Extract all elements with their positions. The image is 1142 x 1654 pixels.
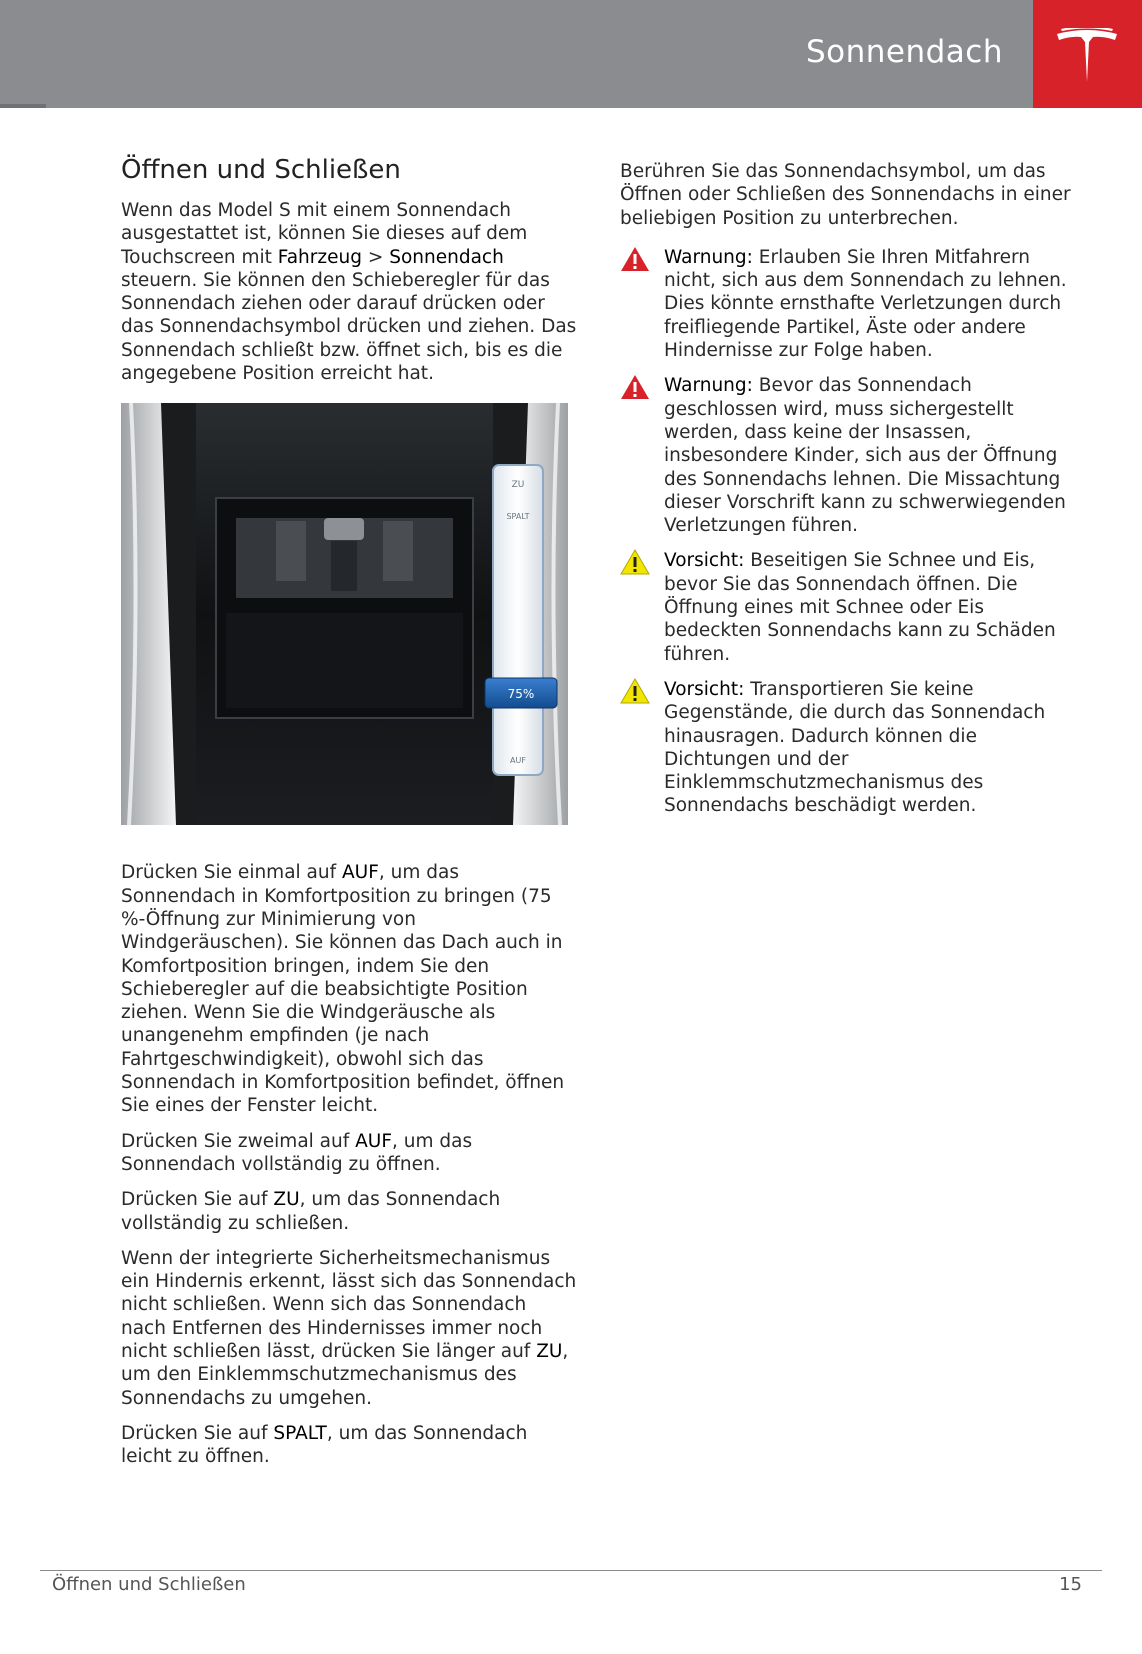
- caution-notice: [620, 549, 1080, 665]
- warning-notice: [620, 374, 1080, 537]
- text: , um das Sonnendach vollständig zu schließen.: [121, 1189, 501, 1234]
- page-title: Sonnendach: [805, 34, 1003, 70]
- caution-triangle-icon: [620, 549, 650, 575]
- notice-text: Bevor das Sonnendach geschlossen wird, muss sichergestellt werden, dass keine der Insassen, insbesondere Kinder, sich aus der Öffnung des Sonnendachs lehnen. Die Missachtung dieser Vorschrift kann zu schwerwiegenden Verletzungen führen.: [664, 375, 1066, 537]
- paragraph-spalt: [121, 1422, 577, 1469]
- left-column: [121, 155, 577, 1481]
- caution-triangle-icon: [620, 678, 650, 704]
- keyword-auf: AUF: [342, 862, 379, 884]
- sunroof-touchscreen-figure: [121, 403, 568, 825]
- page-header: [0, 0, 1033, 108]
- footer-section-title: Öffnen und Schließen: [52, 1574, 246, 1595]
- notice-label: Vorsicht:: [664, 550, 745, 572]
- paragraph-auf-once: [121, 861, 577, 1117]
- paragraph-safety: [121, 1247, 577, 1410]
- text: Drücken Sie einmal auf: [121, 862, 343, 884]
- notice-text: Beseitigen Sie Schnee und Eis, bevor Sie das Sonnendach öffnen. Die Öffnung eines mit Schnee oder Eis bedeckten Sonnendachs kann zu Schäden führen.: [664, 550, 1056, 665]
- section-heading: Öffnen und Schließen: [121, 155, 401, 185]
- notice-text: Transportieren Sie keine Gegenstände, die durch das Sonnendach hinausragen. Dadurch können die Dichtungen und der Einklemmschutzmechanismus des Sonnendachs beschädigt werden.: [664, 678, 1046, 817]
- text: Wenn das Model S mit einem Sonnendach ausgestattet ist, können Sie dieses auf dem Touchscreen mit: [121, 200, 528, 268]
- keyword-sonnendach: Sonnendach: [389, 246, 504, 268]
- tesla-logo-icon: [1055, 28, 1119, 84]
- keyword-spalt: SPALT: [273, 1422, 327, 1444]
- intro-paragraph: [121, 199, 577, 385]
- notice-label: Warnung:: [664, 375, 753, 397]
- caution-notice: [620, 678, 1080, 818]
- warning-notice: [620, 246, 1080, 362]
- keyword-zu: ZU: [536, 1341, 563, 1363]
- text: Drücken Sie auf: [121, 1422, 274, 1444]
- text: steuern. Sie können den Schieberegler für das Sonnendach ziehen oder darauf drücken oder das Sonnendachsymbol drücken und ziehen. Das Sonnendach schließt bzw. öffnet sich, bis es die angegebene Position erreicht hat.: [121, 269, 577, 385]
- keyword-fahrzeug: Fahrzeug: [277, 246, 362, 268]
- text: Wenn der integrierte Sicherheitsmechanismus ein Hindernis erkennt, lässt sich das Sonnendach nicht schließen. Wenn sich das Sonnendach nach Entfernen des Hindernisses immer noch nicht schließen lässt, drücken Sie länger auf: [121, 1247, 577, 1363]
- slider-label-zu: ZU: [511, 480, 525, 491]
- text: , um das Sonnendach vollständig zu öffnen.: [121, 1130, 473, 1175]
- slider-label-spalt: SPALT: [506, 512, 530, 522]
- text: , um das Sonnendach leicht zu öffnen.: [121, 1422, 528, 1468]
- header-accent: [0, 104, 46, 108]
- car-top-view-image: [121, 403, 568, 825]
- keyword-auf: AUF: [355, 1130, 392, 1152]
- slider-value: 75%: [507, 687, 535, 702]
- footer-divider: [40, 1570, 1102, 1571]
- page-number: 15: [1059, 1574, 1082, 1595]
- notice-label: Vorsicht:: [664, 678, 745, 700]
- keyword-zu: ZU: [273, 1189, 300, 1211]
- slider-label-auf: AUF: [510, 756, 526, 766]
- paragraph-zu: [121, 1188, 577, 1235]
- text: Drücken Sie auf: [121, 1189, 274, 1211]
- notice-text: Erlauben Sie Ihren Mitfahrern nicht, sich aus dem Sonnendach zu lehnen. Dies könnte ernsthafte Verletzungen durch freifliegende Partikel, Äste oder andere Hindernisse zur Folge haben.: [664, 246, 1067, 362]
- paragraph-touch: Berühren Sie das Sonnendachsymbol, um das Öffnen oder Schließen des Sonnendachs in einer beliebigen Position zu unterbrechen.: [620, 161, 1071, 229]
- right-column: [620, 160, 1080, 830]
- text: Drücken Sie zweimal auf: [121, 1130, 356, 1152]
- notice-label: Warnung:: [664, 246, 753, 268]
- warning-triangle-icon: [620, 374, 650, 400]
- warning-triangle-icon: [620, 246, 650, 272]
- text: , um den Einklemmschutzmechanismus des Sonnendachs zu umgehen.: [121, 1341, 569, 1409]
- text: >: [361, 246, 390, 268]
- brand-logo: [1033, 0, 1142, 108]
- paragraph-auf-twice: [121, 1130, 577, 1177]
- text: , um das Sonnendach in Komfortposition zu bringen (75 %-Öffnung zur Minimierung von Windgeräuschen). Sie können das Dach auch in Komfortposition bringen, indem Sie den Schieberegler auf die beabsichtigte Position ziehen. Wenn Sie die Windgeräusche als unangenehm empfinden (je nach Fahrtgeschwindigkeit), obwohl sich das Sonnendach in Komfortposition befindet, öffnen Sie eines der Fenster leicht.: [121, 862, 565, 1117]
